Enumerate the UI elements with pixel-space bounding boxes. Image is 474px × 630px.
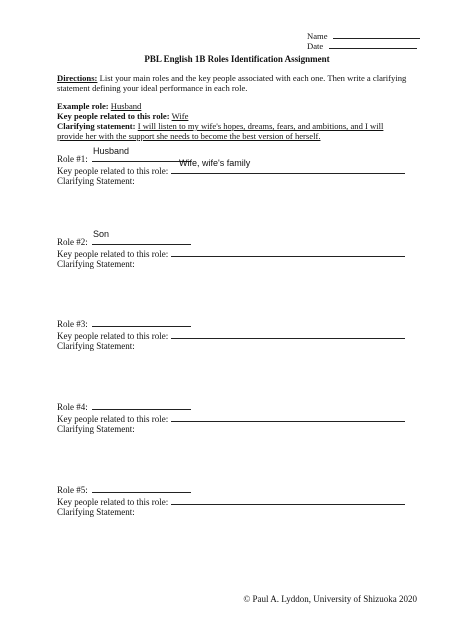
role-2-label: Role #2: [57, 237, 88, 247]
role-1-people-value: Wife, wife's family [179, 158, 251, 168]
date-label: Date [307, 41, 324, 51]
role-5-statement-label: Clarifying Statement: [57, 507, 135, 517]
role-3-statement-label: Clarifying Statement: [57, 341, 135, 351]
date-field [307, 39, 417, 51]
directions-text-1: List your main roles and the key people associated with each one. Then write a clarifying [97, 73, 407, 83]
role-1-people-label: Key people related to this role: [57, 166, 169, 176]
example-statement [57, 121, 383, 131]
role-4-statement-label: Clarifying Statement: [57, 424, 135, 434]
example-role-value: Husband [110, 101, 142, 111]
role-4-people-input[interactable] [171, 412, 405, 422]
example-statement-line-2: provide her with the support she needs to become the best version of herself. [57, 131, 321, 141]
role-2-statement-label: Clarifying Statement: [57, 259, 135, 269]
role-5-people-label: Key people related to this role: [57, 497, 169, 507]
example-statement-label: Clarifying statement: [57, 121, 136, 131]
role-4-input[interactable] [92, 400, 191, 410]
page-title: PBL English 1B Roles Identification Assignment [144, 54, 330, 64]
example-statement-line-1: I will listen to my wife's hopes, dreams, fears, and ambitions, and I will [137, 121, 384, 131]
directions [57, 73, 406, 83]
role-2-people-input[interactable] [171, 247, 405, 257]
role-5-label: Role #5: [57, 485, 88, 495]
example-people-value: Wife [171, 111, 189, 121]
example-role-label: Example role: [57, 101, 109, 111]
name-label: Name [307, 31, 328, 41]
role-4-people-label: Key people related to this role: [57, 414, 169, 424]
role-3-label: Role #3: [57, 319, 88, 329]
example-people-label: Key people related to this role: [57, 111, 170, 121]
name-input[interactable] [333, 29, 420, 39]
role-5-people-input[interactable] [171, 495, 405, 505]
example-people [57, 111, 188, 121]
role-3-people-label: Key people related to this role: [57, 331, 169, 341]
role-3-people-input[interactable] [171, 329, 405, 339]
role-3-input[interactable] [92, 317, 191, 327]
role-5-input[interactable] [92, 483, 191, 493]
footer-copyright: © Paul A. Lyddon, University of Shizuoka 2020 [243, 594, 417, 604]
role-2-value: Son [93, 229, 110, 239]
role-1-statement-label: Clarifying Statement: [57, 176, 135, 186]
role-4-label: Role #4: [57, 402, 88, 412]
directions-label: Directions: [57, 73, 98, 83]
directions-line-2: statement defining your ideal performance in each role. [57, 83, 248, 93]
example-role [57, 101, 141, 111]
role-1-label: Role #1: [57, 154, 88, 164]
role-2-people-label: Key people related to this role: [57, 249, 169, 259]
role-1-value: Husband [93, 146, 130, 156]
date-input[interactable] [329, 39, 417, 49]
